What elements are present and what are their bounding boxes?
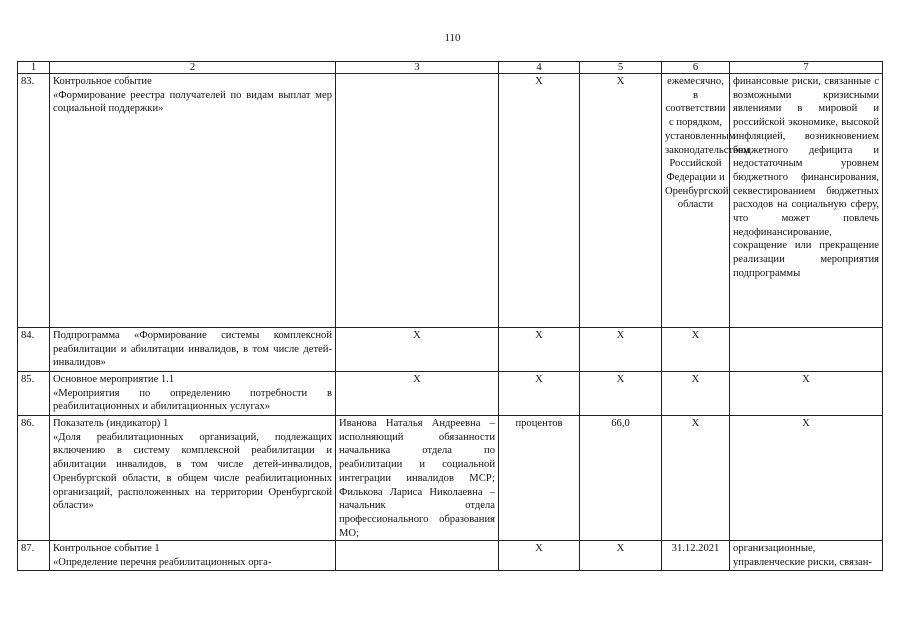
value-cell: X: [580, 372, 662, 416]
row-title-cell: [50, 328, 336, 372]
row-number: 85.: [18, 372, 50, 416]
risks-cell: X: [730, 416, 883, 541]
header-cell: 2: [50, 62, 336, 74]
value-cell: X: [580, 541, 662, 571]
table-row: [18, 416, 883, 541]
header-row: [18, 62, 883, 74]
row-title: Контрольное событие: [53, 76, 152, 87]
header-cell: 7: [730, 62, 883, 74]
risks-cell: [730, 328, 883, 372]
unit-cell: X: [499, 328, 580, 372]
table-row: [18, 74, 883, 328]
value-cell: X: [580, 74, 662, 328]
responsible-cell: [336, 74, 499, 328]
row-number: 83.: [18, 74, 50, 328]
risks-cell: финансовые риски, связанные с возможными кризисными явлениями в мировой и российской экономике, высокой инфляцией, возникновением бюджетного дефицита и недостаточным уровнем бюджетного финансирования, секвестированием бюджетных расходов на социальную сферу, что может повлечь недофинансирование, сокращение или прекращение реализации мероприятия подпрограммы: [730, 74, 883, 328]
responsible-cell: [336, 541, 499, 571]
risks-cell: организационные, управленческие риски, связан-: [730, 541, 883, 571]
responsible-cell: X: [336, 328, 499, 372]
table-row: [18, 541, 883, 571]
deadline-cell: X: [662, 416, 730, 541]
deadline-cell: X: [662, 372, 730, 416]
row-title: Подпрограмма «Формирование системы комплексной реабилитации и абилитации инвалидов, в том числе детей-инвалидов»: [53, 330, 332, 369]
row-description: «Доля реабилитационных организаций, подлежащих включению в систему комплексной реабилитации и абилитации инвалидов, в том числе детей-инвалидов, Оренбургской области, в общем числе реабилитационных организаций, расположенных на территории Оренбургской области»: [53, 431, 332, 512]
header-cell: 5: [580, 62, 662, 74]
table-row: [18, 372, 883, 416]
row-title: Основное мероприятие 1.1: [53, 374, 175, 385]
plan-table: [17, 61, 883, 571]
page-number: 110: [444, 32, 461, 44]
row-title: Показатель (индикатор) 1: [53, 418, 169, 429]
unit-cell: X: [499, 74, 580, 328]
unit-cell: X: [499, 541, 580, 571]
value-cell: X: [580, 328, 662, 372]
deadline-cell: ежемесячно, в соответствии с порядком, установленным законодательством Российской Федерации и Оренбургской области: [662, 74, 730, 328]
table-row: [18, 328, 883, 372]
header-cell: 6: [662, 62, 730, 74]
deadline-cell: 31.12.2021: [662, 541, 730, 571]
row-title-cell: [50, 416, 336, 541]
row-number: 87.: [18, 541, 50, 571]
deadline-cell: X: [662, 328, 730, 372]
row-number: 86.: [18, 416, 50, 541]
header-cell: 1: [18, 62, 50, 74]
row-title-cell: [50, 74, 336, 328]
row-description: «Определение перечня реабилитационных орга-: [53, 557, 272, 569]
unit-cell: процентов: [499, 416, 580, 541]
header-cell: 4: [499, 62, 580, 74]
header-cell: 3: [336, 62, 499, 74]
row-description: «Формирование реестра получателей по видам выплат мер социальной поддержки»: [53, 89, 332, 115]
value-cell: 66,0: [580, 416, 662, 541]
row-title-cell: [50, 541, 336, 571]
row-number: 84.: [18, 328, 50, 372]
responsible-cell: Иванова Наталья Андреевна – исполняющий обязанности начальника отдела по реабилитации и социальной интеграции инвалидов МСР; Филькова Лариса Николаевна – начальник отдела профессионального образования МО;: [336, 416, 499, 541]
row-description: «Мероприятия по определению потребности в реабилитационных и абилитационных услугах»: [53, 387, 332, 413]
risks-cell: X: [730, 372, 883, 416]
responsible-cell: X: [336, 372, 499, 416]
unit-cell: X: [499, 372, 580, 416]
row-title-cell: [50, 372, 336, 416]
row-title: Контрольное событие 1: [53, 543, 160, 555]
